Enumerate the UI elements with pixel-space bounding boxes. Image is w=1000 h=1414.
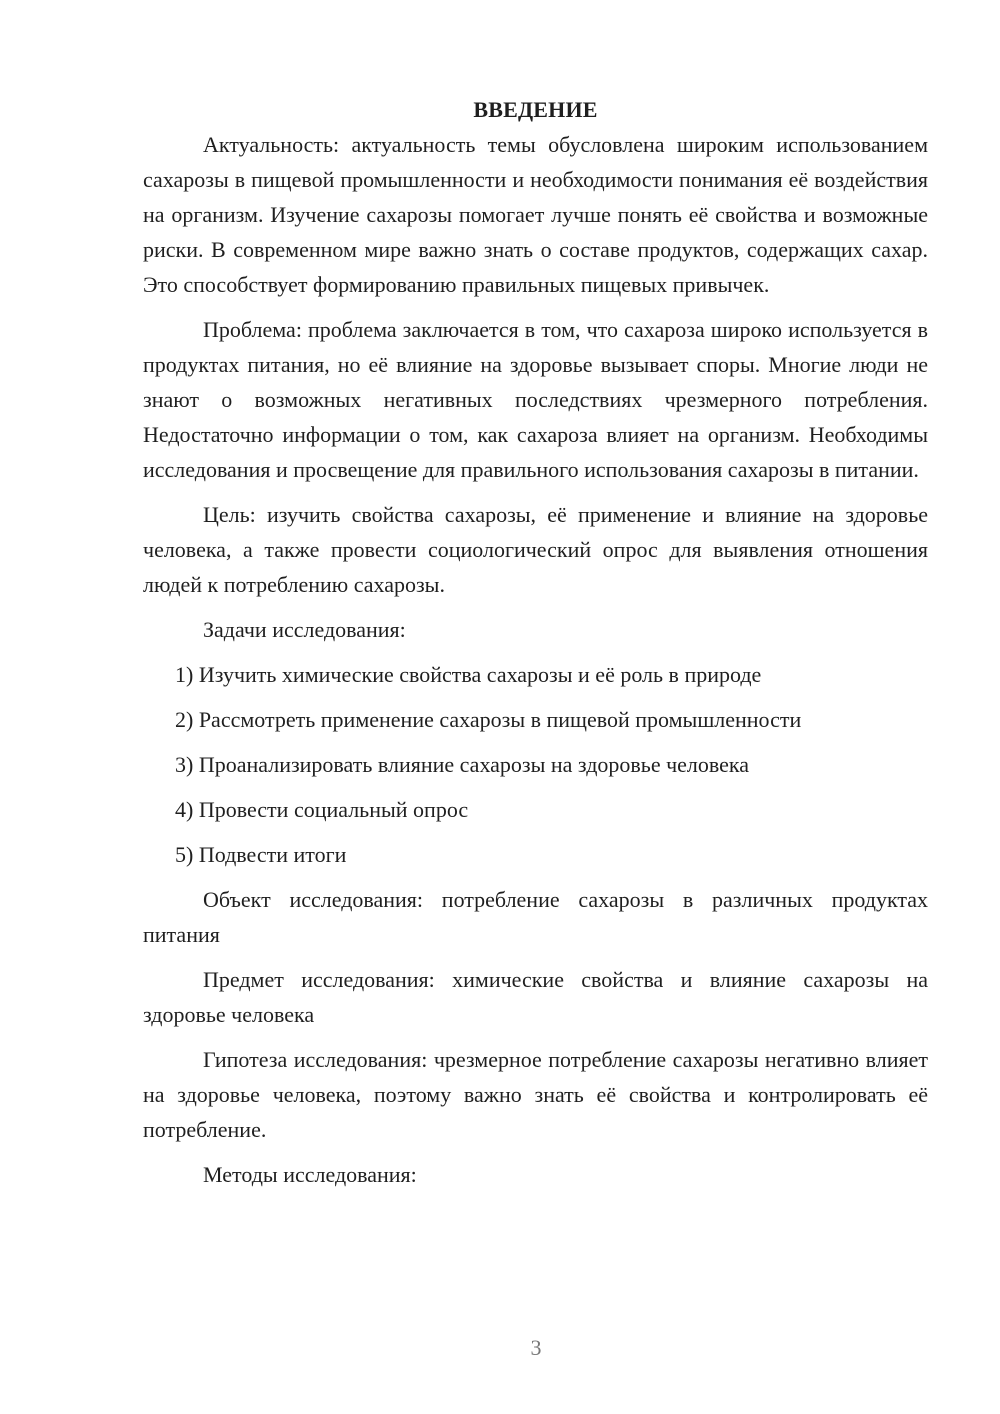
tasks-heading: Задачи исследования: <box>203 617 406 642</box>
section-title: ВВЕДЕНИЕ <box>473 97 598 122</box>
task-item: 3) Проанализировать влияние сахарозы на здоровье человека <box>175 752 750 777</box>
page-content <box>143 92 928 1192</box>
subject-paragraph: Предмет исследования: химические свойства и влияние сахарозы на здоровье человека <box>143 967 928 1027</box>
task-item: 1) Изучить химические свойства сахарозы и её роль в природе <box>175 662 762 687</box>
relevance-paragraph: Актуальность: актуальность темы обусловлена широким использованием сахарозы в пищевой промышленности и необходимости понимания её воздействия на организм. Изучение сахарозы помогает лучше понять её свойства и возможные риски. В современном мире важно знать о составе продуктов, содержащих сахар. Это способствует формированию правильных пищевых привычек. <box>143 132 928 297</box>
task-item: 4) Провести социальный опрос <box>175 797 469 822</box>
hypothesis-paragraph: Гипотеза исследования: чрезмерное потребление сахарозы негативно влияет на здоровье человека, поэтому важно знать её свойства и контролировать её потребление. <box>143 1047 928 1142</box>
problem-paragraph: Проблема: проблема заключается в том, что сахароза широко используется в продуктах питания, но её влияние на здоровье вызывает споры. Многие люди не знают о возможных негативных последствиях чрезмерного потребления. Недостаточно информации о том, как сахароза влияет на организм. Необходимы исследования и просвещение для правильного использования сахарозы в питании. <box>143 317 928 482</box>
tasks-list <box>143 657 928 872</box>
task-item: 2) Рассмотреть применение сахарозы в пищевой промышленности <box>175 707 802 732</box>
task-item: 5) Подвести итоги <box>175 842 347 867</box>
object-paragraph: Объект исследования: потребление сахарозы в различных продуктах питания <box>143 887 928 947</box>
page-number: 3 <box>530 1335 542 1360</box>
goal-paragraph: Цель: изучить свойства сахарозы, её применение и влияние на здоровье человека, а также провести социологический опрос для выявления отношения людей к потреблению сахарозы. <box>143 502 928 597</box>
methods-heading: Методы исследования: <box>203 1162 417 1187</box>
